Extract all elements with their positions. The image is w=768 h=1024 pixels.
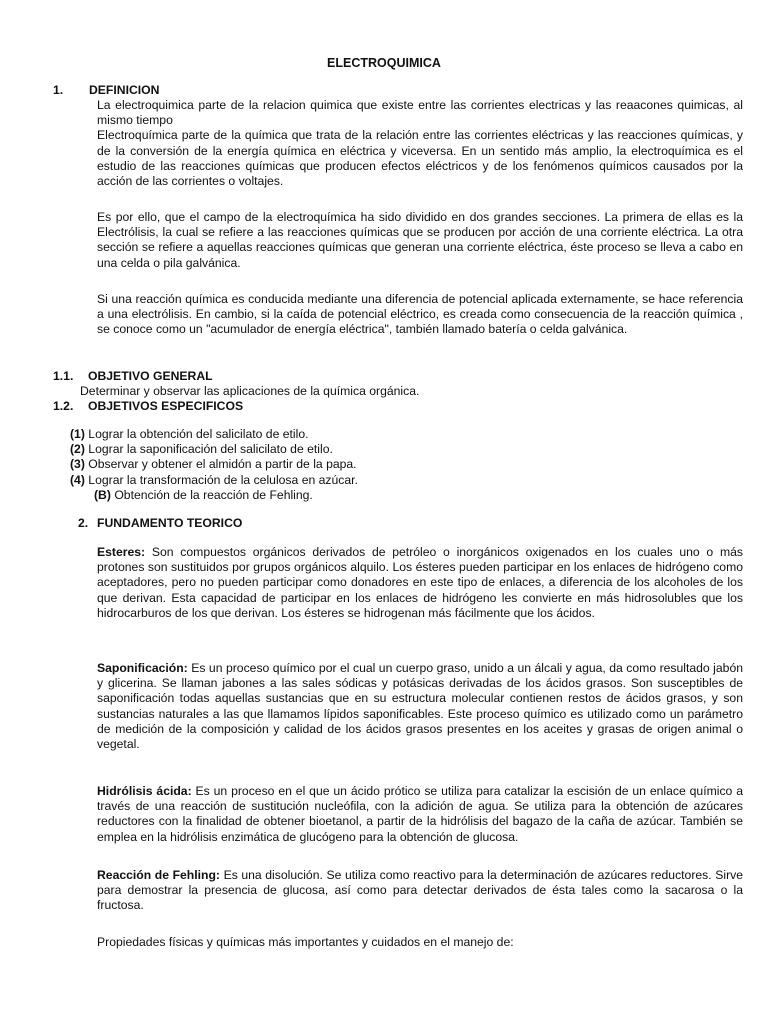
- list-item: [70, 442, 358, 457]
- propiedades-line: Propiedades físicas y químicas más importantes y cuidados en el manejo de:: [97, 935, 514, 949]
- section-2-number: 2.: [78, 516, 89, 530]
- definicion-paragraph-1b: Electroquímica parte de la química que trata de la relación entre las corrientes eléctricas y las reacciones químicas, y de la conversión de la energía química en eléctrica y viceversa. En un sentido más amplio, la electroquímica es el estudio de las reacciones químicas que producen efectos eléctricos y de los fenómenos químicos causados por la acción de las corrientes o voltajes.: [97, 128, 743, 189]
- list-marker: (4): [70, 472, 85, 487]
- list-item-text: Lograr la obtención del salicilato de etilo.: [88, 427, 309, 441]
- list-item-text: Lograr la saponificación del salicilato de etilo.: [88, 442, 333, 457]
- section-1-2-heading: OBJETIVOS ESPECIFICOS: [88, 399, 244, 413]
- hidrolisis-term: Hidrólisis ácida:: [97, 784, 192, 798]
- saponificacion-paragraph: [97, 661, 743, 752]
- definicion-paragraph-1a: La electroquimica parte de la relacion quimica que existe entre las corrientes electricas y las reaacones quimicas, al mismo tiempo: [97, 98, 743, 128]
- saponificacion-term: Saponificación:: [97, 661, 188, 675]
- section-1-1-heading: OBJETIVO GENERAL: [88, 369, 213, 383]
- list-item: [70, 488, 358, 503]
- list-item-text: Lograr la transformación de la celulosa en azúcar.: [88, 472, 358, 487]
- list-marker: (3): [70, 457, 85, 472]
- esteres-term: Esteres:: [97, 545, 146, 559]
- hidrolisis-text: Es un proceso en el que un ácido prótico se utiliza para catalizar la escisión de un enlace químico a través de una reacción de sustitución nucleófila, con la adición de agua. Se utiliza para la obtención de azúcares reductores con la finalidad de obtener bioetanol, a partir de la hidrólisis del bagazo de la caña de azúcar. También se emplea en la hidrólisis enzimática de glucógeno para la obtención de glucosa.: [97, 784, 743, 844]
- section-2-heading: FUNDAMENTO TEORICO: [97, 516, 243, 530]
- list-item: [70, 457, 358, 472]
- objetivo-general-text: Determinar y observar las aplicaciones de la química orgánica.: [80, 384, 420, 398]
- fehling-text: Es una disolución. Se utiliza como reactivo para la determinación de azúcares reductores. Sirve para demostrar la presencia de glucosa, así como para detectar derivados de ésta tales como la sacarosa o la fructosa.: [97, 868, 743, 913]
- objetivos-especificos-list: [70, 427, 358, 503]
- fehling-term: Reacción de Fehling:: [97, 868, 220, 882]
- definicion-paragraph-2: Es por ello, que el campo de la electroquímica ha sido dividido en dos grandes secciones. La primera de ellas es la Electrólisis, la cual se refiere a las reacciones químicas que se producen por acción de una corriente eléctrica. La otra sección se refiere a aquellas reacciones químicas que generan una corriente eléctrica, éste proceso se lleva a cabo en una celda o pila galvánica.: [97, 210, 743, 270]
- esteres-text: Son compuestos orgánicos derivados de petróleo o inorgánicos oxigenados en los cuales uno o más protones son sustituidos por grupos orgánicos alquilo. Los ésteres pueden participar en los enlaces de hidrógeno como aceptadores, pero no pueden participar como donadores en este tipo de enlaces, a diferencia de los alcoholes de los que derivan. Esta capacidad de participar en los enlaces de hidrógeno les convierte en más hidrosolubles que los hidrocarburos de los que derivan. Los ésteres se hidrogenan más fácilmente que los ácidos.: [97, 545, 743, 620]
- section-1-heading: DEFINICION: [89, 83, 160, 97]
- hidrolisis-paragraph: [97, 784, 743, 845]
- document-title: ELECTROQUIMICA: [327, 56, 441, 70]
- definicion-block: [97, 98, 743, 189]
- list-marker: (B): [94, 487, 111, 502]
- fehling-paragraph: [97, 868, 743, 914]
- definicion-paragraph-3: Si una reacción química es conducida mediante una diferencia de potencial aplicada externamente, se hace referencia a una electrólisis. En cambio, si la caída de potencial eléctrico, es creada como consecuencia de la reacción química , se conoce como un "acumulador de energía eléctrica", también llamado batería o celda galvánica.: [97, 292, 743, 337]
- list-marker: (1): [70, 427, 85, 441]
- section-1-1-number: 1.1.: [53, 369, 74, 383]
- list-item-text: Obtención de la reacción de Fehling.: [114, 487, 313, 502]
- list-item: [70, 473, 358, 488]
- esteres-paragraph: [97, 545, 743, 621]
- saponificacion-text: Es un proceso químico por el cual un cuerpo graso, unido a un álcali y agua, da como resultado jabón y glicerina. Se llaman jabones a las sales sódicas y potásicas derivadas de los ácidos grasos. Son susceptibles de saponificación todas aquellas sustancias que en su estructura molecular contienen restos de ácidos grasos, y son sustancias naturales a las que llamamos lípidos saponificables. Este proceso químico es utilizado como un parámetro de medición de la composición y calidad de los ácidos grasos presentes en los aceites y grasas de origen animal o vegetal.: [97, 661, 744, 752]
- section-1-2-number: 1.2.: [53, 399, 74, 413]
- section-1-number: 1.: [53, 83, 64, 97]
- list-item-text: Observar y obtener el almidón a partir de la papa.: [88, 457, 357, 472]
- list-item: [70, 427, 358, 442]
- list-marker: (2): [70, 442, 85, 457]
